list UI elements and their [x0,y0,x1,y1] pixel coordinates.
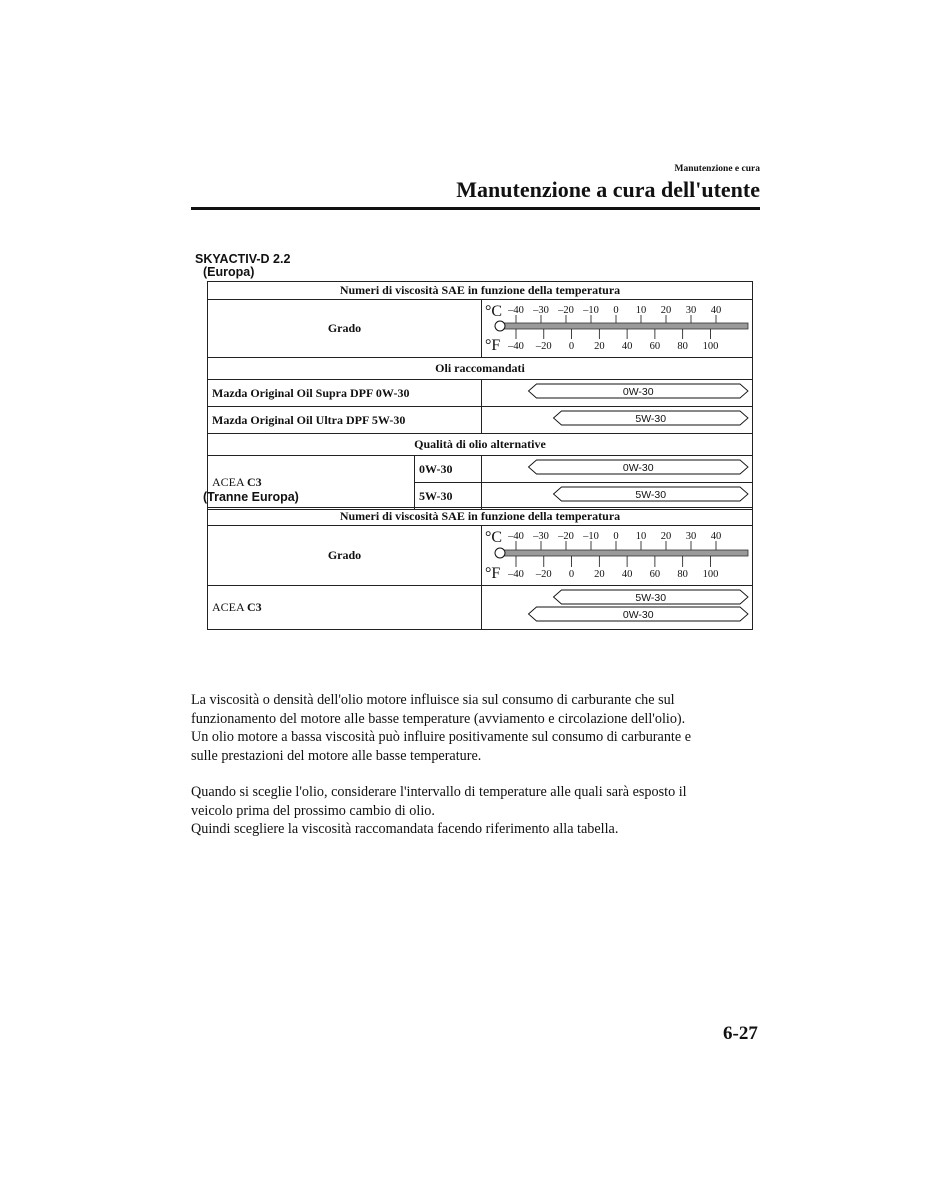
fahrenheit-tick-label: 80 [677,341,688,352]
celsius-tick-label: –40 [508,305,524,316]
celsius-tick-label: –20 [558,531,574,542]
europe-viscosity-table [207,281,753,510]
temperature-scale [482,300,753,353]
oil-name: Mazda Original Oil Supra DPF 0W-30 [208,380,482,407]
page-number: 6-27 [723,1023,758,1044]
table-row [208,456,753,483]
celsius-tick-label: 30 [685,305,697,316]
grade-label: Grado [208,526,482,586]
celsius-tick-label: –30 [533,305,549,316]
table-row [208,508,753,526]
thermometer-bar [504,323,748,329]
section-label: Manutenzione e cura [674,164,760,174]
text-line: Quindi scegliere la viscosità raccomandata facendo riferimento alla tabella. [191,821,619,837]
celsius-tick-label: 40 [710,305,722,316]
table-row [208,434,753,456]
acea-prefix: ACEA [212,475,248,489]
celsius-tick-label: 0 [613,305,619,316]
band-cell [482,586,753,630]
fahrenheit-tick-label: 0 [568,341,575,352]
temperature-scale-cell [482,300,753,358]
temperature-scale [482,526,753,581]
text-line: funzionamento del motore alle basse temperature (avviamento e circolazione dell'olio). [191,710,686,727]
fahrenheit-tick-label: –20 [535,569,552,580]
viscosity-band-label: 0W-30 [622,386,654,398]
viscosity-band-label: 0W-30 [622,462,654,474]
body-text [191,691,771,857]
celsius-unit: °C [485,529,503,546]
alt-grade: 0W-30 [415,456,482,483]
viscosity-band-label: 0W-30 [622,609,654,621]
celsius-tick-label: –30 [533,531,549,542]
celsius-tick-label: 10 [635,531,647,542]
non-europe-label: (Tranne Europa) [203,490,299,504]
fahrenheit-tick-label: 40 [621,341,633,352]
table-row [208,380,753,407]
header-rule [191,207,760,210]
temperature-scale-cell [482,526,753,586]
viscosity-band-label: 5W-30 [635,413,667,425]
table-row [208,300,753,358]
text-line: Un olio motore a bassa viscosità può influire positivamente sul consumo di carburante e [191,729,691,745]
oil-name: Mazda Original Oil Ultra DPF 5W-30 [208,407,482,434]
acea-class: C3 [247,475,262,489]
fahrenheit-tick-label: 20 [594,341,605,352]
europe-label: (Europa) [203,265,255,279]
viscosity-range-bar [482,407,753,429]
celsius-unit: °C [485,303,503,320]
fahrenheit-tick-label: 40 [621,569,633,580]
acea-prefix: ACEA [212,600,248,614]
viscosity-range-bars [482,586,753,625]
viscosity-range-bar [482,380,753,402]
table-row [208,586,753,630]
celsius-tick-label: 10 [635,305,647,316]
recommended-header: Oli raccomandati [208,358,753,380]
table-header: Numeri di viscosità SAE in funzione della temperatura [208,282,753,300]
table-row [208,282,753,300]
non-europe-viscosity-table [207,507,753,630]
text-line: La viscosità o densità dell'olio motore influisce sia sul consumo di carburante che sul [191,692,675,708]
paragraph-1 [191,691,771,765]
celsius-tick-label: 20 [660,531,672,542]
viscosity-band-label: 5W-30 [635,592,667,604]
celsius-tick-label: 20 [660,305,672,316]
grade-label: Grado [208,300,482,358]
fahrenheit-tick-label: 20 [594,569,605,580]
text-line: veicolo prima del prossimo cambio di olio. [191,802,435,819]
celsius-tick-label: 0 [613,531,619,542]
celsius-tick-label: –10 [583,305,599,316]
fahrenheit-unit: °F [485,337,501,353]
text-line: Quando si sceglie l'olio, considerare l'intervallo di temperature alle quali sarà esposto il [191,784,687,800]
table-row [208,407,753,434]
band-cell [482,407,753,434]
page-title: Manutenzione a cura dell'utente [456,177,760,202]
fahrenheit-tick-label: –40 [508,341,524,352]
table-row [208,526,753,586]
celsius-tick-label: –10 [583,531,599,542]
thermometer-bulb [495,321,505,331]
band-cell [482,380,753,407]
fahrenheit-tick-label: 0 [568,569,575,580]
acea-label [208,586,482,630]
alternatives-header: Qualità di olio alternative [208,434,753,456]
celsius-tick-label: 30 [685,531,697,542]
fahrenheit-tick-label: –20 [535,341,552,352]
fahrenheit-tick-label: 100 [702,569,719,580]
band-cell [482,456,753,483]
fahrenheit-tick-label: 80 [677,569,688,580]
table-row [208,358,753,380]
fahrenheit-tick-label: –40 [508,569,524,580]
table-header: Numeri di viscosità SAE in funzione della temperatura [208,508,753,526]
thermometer-bar [504,550,748,556]
celsius-tick-label: –40 [508,531,524,542]
fahrenheit-tick-label: 60 [649,341,661,352]
celsius-tick-label: –20 [558,305,574,316]
viscosity-band-label: 5W-30 [635,489,667,501]
viscosity-range-bar [482,456,753,478]
paragraph-2 [191,783,771,839]
band-cell [482,483,753,510]
celsius-tick-label: 40 [710,531,722,542]
thermometer-bulb [495,548,505,558]
engine-title: SKYACTIV-D 2.2 [195,252,291,266]
alt-grade: 5W-30 [415,483,482,510]
viscosity-range-bar [482,483,753,505]
acea-class: C3 [247,600,262,614]
fahrenheit-tick-label: 60 [649,569,661,580]
text-line: sulle prestazioni del motore alle basse temperature. [191,747,482,764]
fahrenheit-tick-label: 100 [702,341,719,352]
fahrenheit-unit: °F [485,565,501,581]
